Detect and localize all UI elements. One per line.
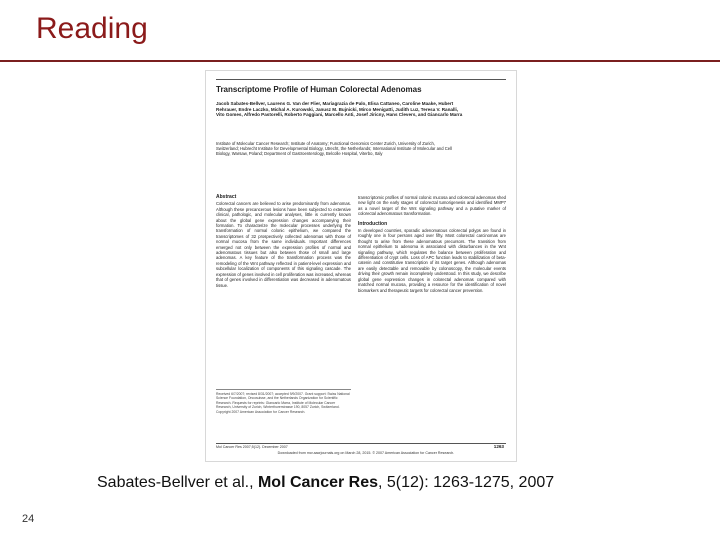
paper-left-column: [216, 195, 351, 288]
paper-page-number: 1263: [493, 444, 504, 449]
paper-title: Transcriptome Profile of Human Colorectal Adenomas: [216, 85, 422, 94]
introduction-heading: Introduction: [358, 220, 388, 227]
paper-journal-line: Mol Cancer Res 2007;5(12). December 2007: [216, 445, 288, 449]
citation-journal: Mol Cancer Res: [257, 474, 379, 491]
paper-affiliations: Institute of Molecular Cancer Research; Institute of Anatomy; Functional Genomics Center Zurich, University of Zurich, Switzerland; Hubrecht Institute for Developmental Biology, Utrecht, the Netherlands; International Institute of Molecular and Cell Biology, Warsaw, Poland; Department of Gastroenterology, Belcolle Hospital, Viterbo, Italy: [216, 141, 452, 157]
paper-page-image: [205, 70, 517, 462]
abstract-text: Colorectal cancers are believed to arise predominantly from adenomas. Although these precancerous lesions have been subjected to extensive clinical, pathologic, and molecular analyses, little is currently known about the global gene expression changes accompanying their formation. To characterize the molecular processes underlying the transformation of normal colonic epithelium, we compared the transcriptomes of 32 prospectively collected adenomas with those of normal mucosa from the same individuals. Important differences emerged not only between the expression profiles of normal and adenomatous tissues but also between those of small and large adenomas. A key feature of the transformation process was the remodeling of the Wnt pathway reflected in patient-level expression and subcellular localization of components of this signaling cascade. The expression of genes involved in cell proliferation was increased, whereas that of genes involved in differentiation was decreased in adenomatous tissue.: [216, 201, 352, 288]
abstract-heading: Abstract: [216, 194, 237, 200]
paper-download-note: Downloaded from mcr.aacrjournals.org on March 28, 2015. © 2007 American Association for Cancer Research.: [277, 451, 455, 455]
slide-title: Reading: [36, 12, 148, 45]
title-divider: [0, 60, 720, 62]
paper-right-column: [358, 195, 506, 293]
paper-top-rule: [216, 79, 506, 80]
citation: [97, 474, 554, 492]
introduction-text: In developed countries, sporadic adenomatous colorectal polyps are found in roughly one in four persons aged over fifty. Most colorectal carcinomas are thought to arise from these adenomatous precursors. The transition from normal epithelium to adenoma is associated with disturbances in the Wnt signaling pathway, which regulates the balance between proliferation and differentiation of crypt cells. Loss of APC function leads to stabilization of beta-catenin and constitutive transcription of its target genes. Although adenomas are easily detectable and removable by colonoscopy, the molecular events driving their growth remain incompletely understood. In this study, we describe global gene expression changes in colorectal adenomas compared with matched normal mucosa, providing a resource for the identification of novel biomarkers and therapeutic targets for colorectal cancer prevention.: [358, 228, 506, 293]
citation-authors: Sabates-Bellver et al.,: [97, 474, 258, 491]
paper-bottom-rule: [216, 443, 506, 444]
citation-details: , 5(12): 1263-1275, 2007: [378, 474, 555, 491]
slide-number: 24: [22, 513, 35, 525]
paper-authors: Jacob Sabates-Bellver, Laurens G. Van der Flier, Mariagrazia de Palo, Elisa Cattaneo, Caroline Maake, Hubert Rehrauer, Endre Laczko, Michal A. Kurowski, Janusz M. Bujnicki, Mirco Menigatti, Judith Luz, Teresa V. Ranalli, Vito Gomes, Alfredo Pastorelli, Roberto Faggiani, Marcello Anti, Josef Jiricny, Hans Clevers, and Giancarlo Marra: [216, 101, 463, 118]
abstract-continuation: transcriptomic profiles of normal colonic mucosa and colorectal adenomas shed new light on the early stages of colorectal tumorigenesis and identified MMP7 as a novel target of the Wnt signaling pathway and a putative marker of colorectal adenomatous transformation.: [358, 195, 506, 217]
paper-footnote: Received 6/7/2007; revised 8/31/2007; accepted 9/9/2007. Grant support: Swiss National Science Foundation, Oncosuisse, and the Netherlands Organization for Scientific Research. Requests for reprints: Giancarlo Marra, Institute of Molecular Cancer Research, University of Zurich, Winterthurerstrasse 190, 8057 Zurich, Switzerland. Copyright 2007 American Association for Cancer Research.: [216, 389, 351, 414]
